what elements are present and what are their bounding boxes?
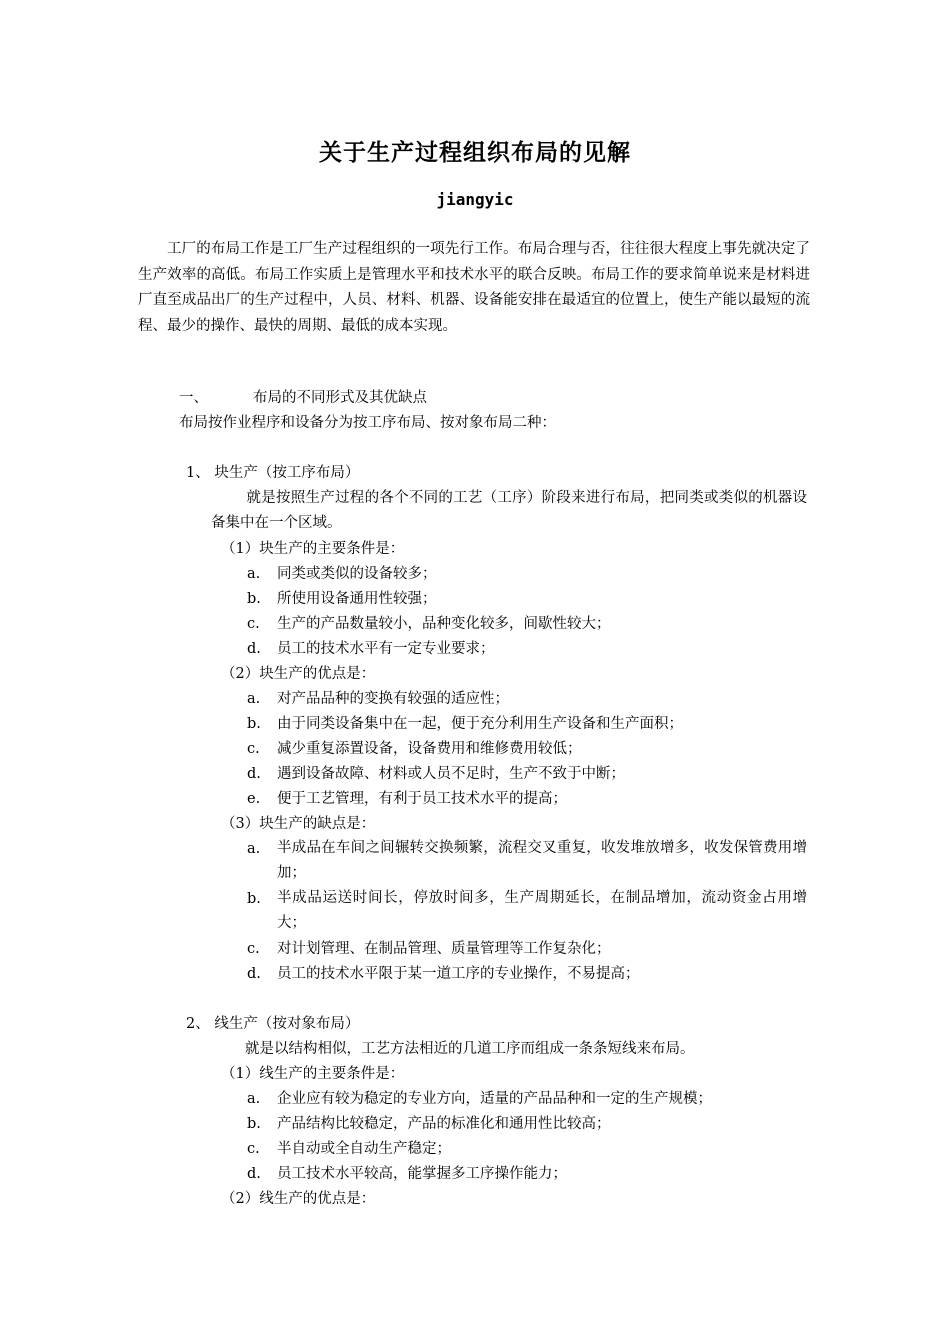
section-title: 布局的不同形式及其优缺点 — [253, 390, 427, 406]
block-conditions-title: （1）块生产的主要条件是： — [221, 541, 405, 557]
document-title: 关于生产过程组织布局的见解 — [319, 139, 631, 166]
section-number: 一、 — [179, 390, 208, 406]
list-item: a. 对产品品种的变换有较强的适应性； — [247, 691, 509, 707]
list-item: b. 由于同类设备集中在一起，便于充分利用生产设备和生产面积； — [247, 716, 683, 732]
list-item-mark: a. — [247, 841, 261, 857]
list-item: e. 便于工艺管理，有利于员工技术水平的提高； — [247, 791, 567, 807]
list-item-mark: b. — [247, 891, 261, 907]
list-item: b. 所使用设备通用性较强； — [247, 591, 437, 607]
list-item: a. 同类或类似的设备较多； — [247, 566, 437, 582]
list-item-text: 半成品运送时间长，停放时间多，生产周期延长，在制品增加，流动资金占用增大； — [277, 890, 807, 931]
line-description: 就是以结构相似，工艺方法相近的几道工序而组成一条条短线来布局。 — [245, 1041, 695, 1057]
list-item: a. 企业应有较为稳定的专业方向，适量的产品品种和一定的生产规模； — [247, 1091, 712, 1107]
block-disadvantages-title: （3）块生产的缺点是： — [221, 816, 376, 832]
author-name: jiangyic — [436, 190, 514, 209]
block-advantages-title: （2）块生产的优点是： — [221, 666, 376, 682]
list-item: d. 遇到设备故障、材料或人员不足时，生产不致于中断； — [247, 766, 625, 782]
list-item: d. 员工技术水平较高，能掌握多工序操作能力； — [247, 1166, 567, 1182]
list-item: b. 产品结构比较稳定，产品的标准化和通用性比较高； — [247, 1116, 611, 1132]
block-heading: 1、 块生产（按工序布局） — [186, 465, 360, 481]
section-lead: 布局按作业程序和设备分为按工序布局、按对象布局二种： — [179, 415, 556, 431]
list-item-text: 半成品在车间之间辗转交换频繁，流程交叉重复，收发堆放增多，收发保管费用增加； — [277, 840, 807, 881]
list-item: c. 半自动或全自动生产稳定； — [247, 1141, 451, 1157]
list-item: c. 对计划管理、在制品管理、质量管理等工作复杂化； — [247, 941, 611, 957]
list-item: c. 生产的产品数量较小，品种变化较多，间歇性较大； — [247, 616, 611, 632]
line-heading: 2、 线生产（按对象布局） — [186, 1016, 360, 1032]
section-heading — [179, 388, 427, 408]
list-item: c. 减少重复添置设备，设备费用和维修费用较低； — [247, 741, 582, 757]
line-advantages-title: （2）线生产的优点是： — [221, 1191, 376, 1207]
intro-paragraph: 工厂的布局工作是工厂生产过程组织的一项先行工作。布局合理与否，往往很大程度上事先就决定了生产效率的高低。布局工作实质上是管理水平和技术水平的联合反映。布局工作的要求简单说来是材料进厂直至成品出厂的生产过程中，人员、材料、机器、设备能安排在最适宜的位置上，使生产能以最短的流程、最少的操作、最快的周期、最低的成本实现。 — [138, 241, 810, 334]
list-item: d. 员工的技术水平限于某一道工序的专业操作，不易提高； — [247, 966, 640, 982]
line-conditions-title: （1）线生产的主要条件是： — [221, 1066, 405, 1082]
block-description: 就是按照生产过程的各个不同的工艺（工序）阶段来进行布局，把同类或类似的机器设备集中在一个区域。 — [211, 490, 807, 531]
list-item: d. 员工的技术水平有一定专业要求； — [247, 641, 495, 657]
